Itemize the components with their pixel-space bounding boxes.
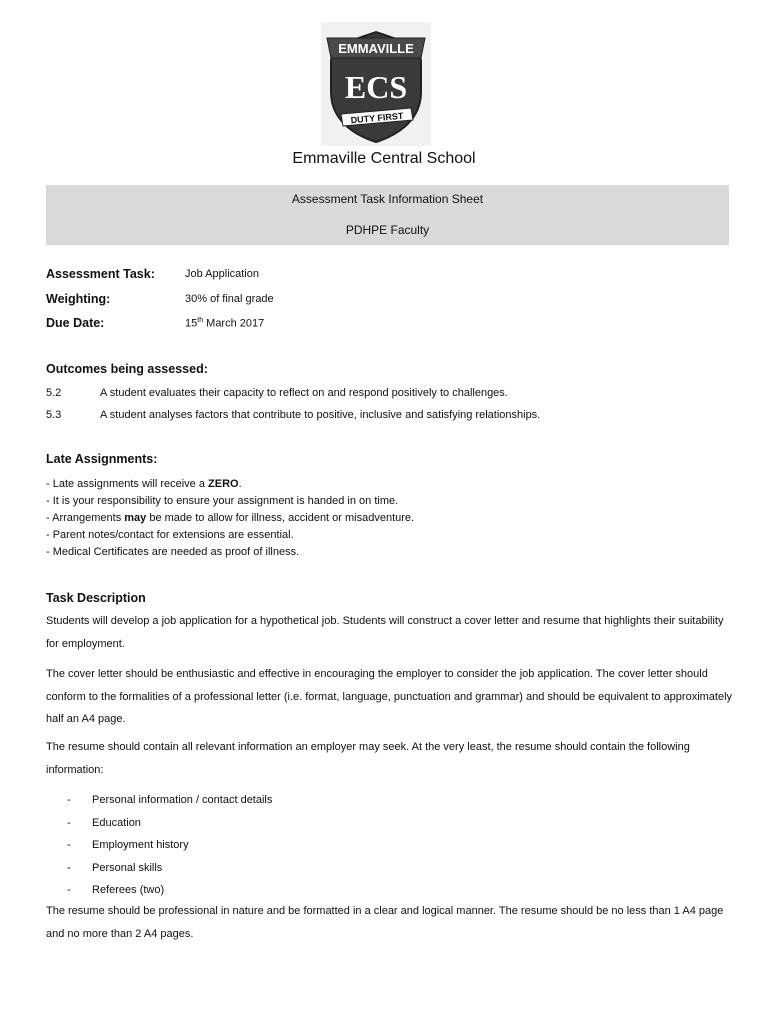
late-rule: - Medical Certificates are needed as proof of illness.: [46, 546, 300, 558]
task-label: Assessment Task:: [46, 267, 155, 281]
outcome-text: A student analyses factors that contribute to positive, inclusive and satisfying relationships.: [100, 409, 541, 421]
task-description-heading: Task Description: [46, 591, 146, 605]
svg-text:EMMAVILLE: EMMAVILLE: [338, 41, 414, 56]
late-rule: - It is your responsibility to ensure your assignment is handed in on time.: [46, 495, 399, 507]
outcome-number: 5.2: [46, 387, 62, 399]
faculty-name: PDHPE Faculty: [345, 223, 430, 237]
info-sheet-banner: [46, 185, 729, 245]
school-crest-logo: [321, 22, 431, 146]
task-paragraph-2: The cover letter should be enthusiastic and effective in encouraging the employer to consider the job application. The cover letter should conform to the formalities of a professional letter (i.e. format, language, punctuation and grammar) and should be equivalent to approximately half an A4 page.: [46, 668, 733, 725]
svg-text:ECS: ECS: [344, 69, 408, 105]
weighting-label: Weighting:: [46, 292, 111, 306]
late-rule: - Arrangements may be made to allow for illness, accident or misadventure.: [46, 512, 415, 524]
due-date-value: 15th March 2017: [185, 317, 265, 330]
svg-text:DUTY FIRST: DUTY FIRST: [350, 110, 404, 126]
late-assignments-list: [46, 476, 414, 561]
outcome-text: A student evaluates their capacity to reflect on and respond positively to challenges.: [100, 387, 508, 399]
late-rule: - Late assignments will receive a ZERO.: [46, 478, 242, 490]
task-paragraph-3: The resume should contain all relevant information an employer may seek. At the very least, the resume should contain the following information:: [46, 741, 690, 776]
weighting-value: 30% of final grade: [185, 293, 274, 305]
late-assignments-heading: Late Assignments:: [46, 452, 158, 466]
sheet-title: Assessment Task Information Sheet: [291, 192, 484, 206]
task-value: Job Application: [185, 268, 259, 280]
due-date-label: Due Date:: [46, 316, 105, 330]
outcome-number: 5.3: [46, 409, 62, 421]
task-paragraph-1: Students will develop a job application for a hypothetical job. Students will construct a cover letter and resume that highlights their suitability for employment.: [46, 615, 724, 650]
task-paragraph-4: The resume should be professional in nature and be formatted in a clear and logical manner. The resume should be no less than 1 A4 page and no more than 2 A4 pages.: [46, 905, 724, 940]
school-name: Emmaville Central School: [292, 150, 476, 167]
outcomes-heading: Outcomes being assessed:: [46, 362, 208, 376]
late-rule: - Parent notes/contact for extensions are essential.: [46, 529, 294, 541]
